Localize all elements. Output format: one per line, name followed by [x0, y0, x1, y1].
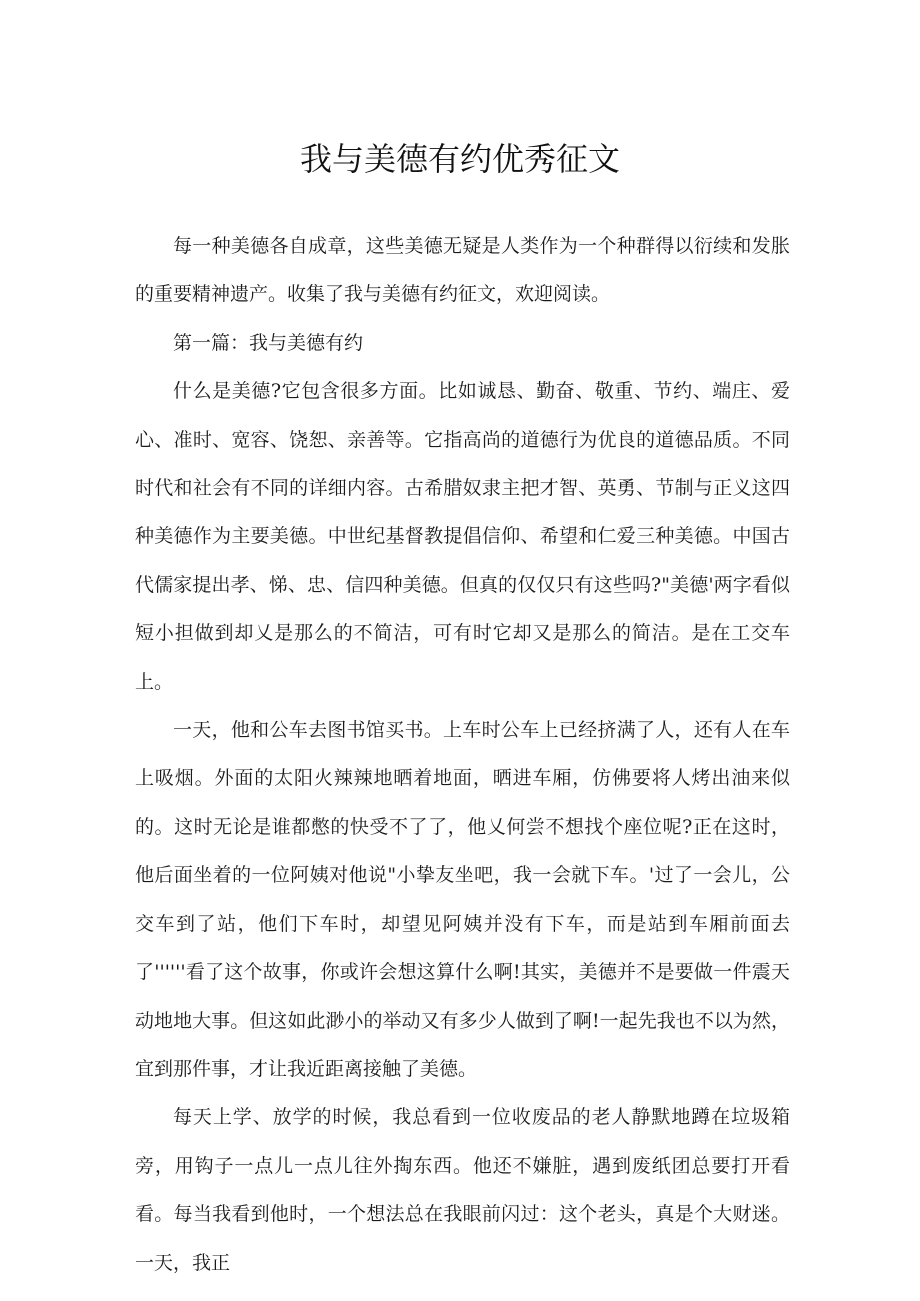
document-title: 我与美德有约优秀征文: [299, 140, 620, 178]
section-heading: 第一篇：我与美德有约: [173, 331, 364, 354]
body-paragraph: 什么是美德?它包含很多方面。比如诚恳、勤奋、敬重、节约、端庄、爱心、准时、宽容、饶恕、亲善等。它指高尚的道德行为优良的道德品质。不同时代和社会有不同的详细内容。古希腊奴隶主把才智、英勇、节制与正义这四种美德作为主要美德。中世纪基督教提倡信仰、希望和仁爱三种美德。中国古代儒家提出孝、悌、忠、信四种美德。但真的仅仅只有这些吗?"美德'两字看似短小担做到却乂是那么的不简洁，可有时它却又是那么的简洁。是在工交车上。: [135, 380, 790, 693]
body-paragraph: 每天上学、放学的时候，我总看到一位收废品的老人静默地蹲在垃圾箱旁，用钩子一点儿一点儿往外掏东西。他还不嫌脏，遇到废纸团总要打开看看。每当我看到他时，一个想法总在我眼前闪过：这个老头，真是个大财迷。一天，我正: [135, 1106, 790, 1274]
body-paragraph: 一天，他和公车去图书馆买书。上车时公车上已经挤满了人，还有人在车上吸烟。外面的太阳火辣辣地晒着地面，晒进车厢，仿佛要将人烤出油来似的。这时无论是谁都憋的快受不了了，他乂何尝不想找个座位呢?正在这时，他后面坐着的一位阿姨对他说"小挚友坐吧，我一会就下车。'过了一会儿，公交车到了站，他们下车时，却望见阿姨并没有下车，而是站到车厢前面去了''''''看了这个故事，你或许会想这算什么啊!其实，美德并不是要做一件震天动地地大事。但这如此渺小的举动又有多少人做到了啊!一起先我也不以为然，宜到那件事，才让我近距离接触了美德。: [135, 719, 790, 1080]
document-body: [135, 222, 790, 1287]
intro-paragraph: 每一种美德各自成章，这些美德无疑是人类作为一个种群得以衍续和发胀的重要精神遗产。收集了我与美德有约征文，欢迎阅读。: [135, 235, 790, 306]
